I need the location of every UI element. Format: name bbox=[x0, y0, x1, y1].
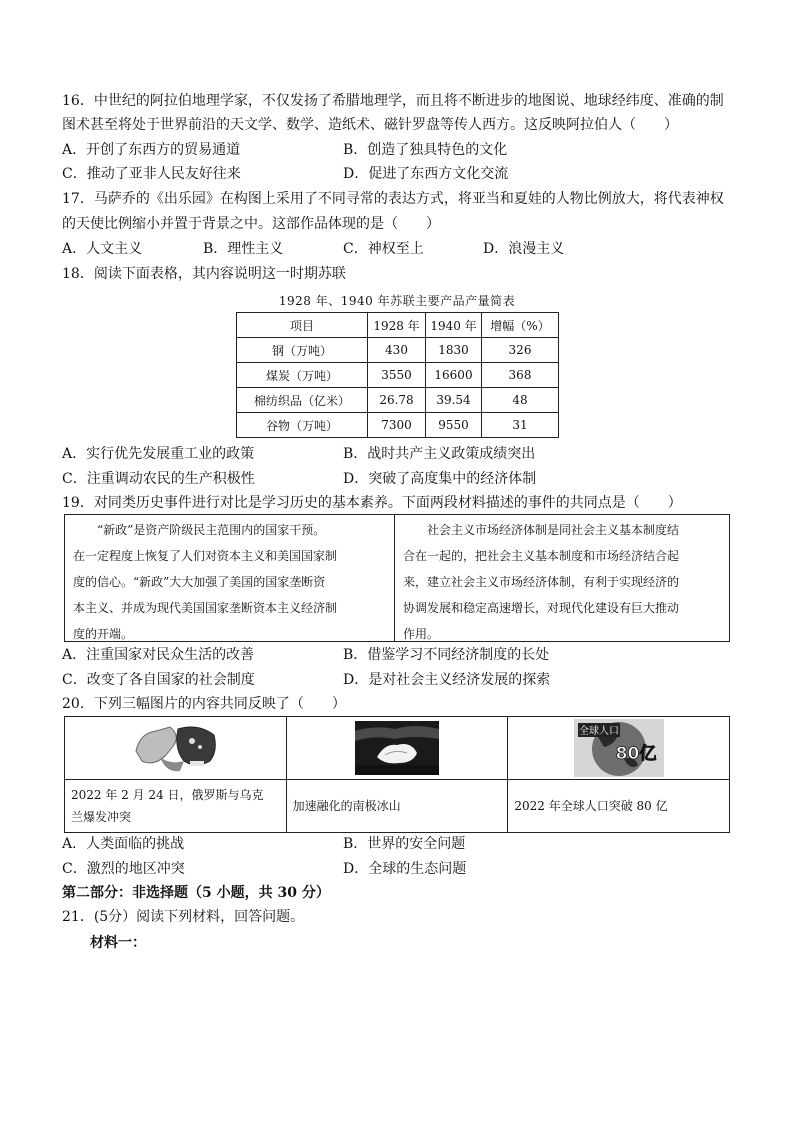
header-1940: 1940 年 bbox=[426, 313, 482, 338]
population-number-text: 80亿 bbox=[615, 744, 657, 764]
material-line: 度的开端。 bbox=[73, 627, 134, 641]
q18-production-table bbox=[236, 312, 559, 438]
table-cell: 谷物（万吨） bbox=[237, 413, 368, 438]
q18-option-a: A．实行优先发展重工业的政策 bbox=[62, 446, 255, 462]
material-line: 合在一起的，把社会主义基本制度和市场经济结合起 bbox=[403, 549, 680, 563]
q20-caption-3: 2022 年全球人口突破 80 亿 bbox=[514, 799, 668, 813]
q20-option-b: B．世界的安全问题 bbox=[343, 836, 466, 852]
q17-option-c: C．神权至上 bbox=[343, 241, 424, 257]
material-line: 在一定程度上恢复了人们对资本主义和美国国家制 bbox=[73, 549, 338, 563]
q16-stem-line1: 16．中世纪的阿拉伯地理学家，不仅发扬了希腊地理学，而且将不断进步的地图说、地球经纬度、准确的制 bbox=[62, 93, 724, 109]
material-line: “新政”是资产阶级民主范围内的国家干预。 bbox=[97, 523, 326, 537]
q16-option-b: B．创造了独具特色的文化 bbox=[343, 142, 508, 158]
material-line: 度的信心。“新政”大大加强了美国的国家垄断资 bbox=[73, 575, 326, 589]
material-line: 作用。 bbox=[403, 627, 440, 641]
table-row bbox=[237, 363, 559, 388]
table-cell: 430 bbox=[368, 338, 426, 363]
q19-material-left bbox=[65, 515, 395, 641]
q18-table-title: 1928 年、1940 年苏联主要产品产量简表 bbox=[278, 294, 516, 308]
q17-option-a: A．人文主义 bbox=[62, 241, 143, 257]
table-row bbox=[237, 388, 559, 413]
q20-stem: 20．下列三幅图片的内容共同反映了（ ） bbox=[62, 696, 346, 712]
table-cell: 326 bbox=[482, 338, 559, 363]
q19-stem: 19．对同类历史事件进行对比是学习历史的基本素养。下面两段材料描述的事件的共同点是（ ） bbox=[62, 495, 682, 511]
q20-option-d: D．全球的生态问题 bbox=[343, 861, 467, 877]
q20-column-iceberg bbox=[287, 717, 509, 832]
q19-material-box bbox=[64, 514, 730, 642]
material-line: 本主义、并成为现代美国国家垄断资本主义经济制 bbox=[73, 601, 338, 615]
table-cell: 39.54 bbox=[426, 388, 482, 413]
material-line: 来，建立社会主义市场经济体制，有利于实现经济的 bbox=[403, 575, 680, 589]
q20-option-a: A．人类面临的挑战 bbox=[62, 836, 185, 852]
q20-caption-1-line2: 兰爆发冲突 bbox=[71, 810, 132, 824]
table-row bbox=[237, 413, 559, 438]
q20-column-conflict bbox=[65, 717, 287, 832]
header-item: 项目 bbox=[237, 313, 368, 338]
header-growth: 增幅（%） bbox=[482, 313, 559, 338]
table-row bbox=[237, 338, 559, 363]
table-cell: 31 bbox=[482, 413, 559, 438]
table-cell: 9550 bbox=[426, 413, 482, 438]
q16-option-a: A．开创了东西方的贸易通道 bbox=[62, 142, 241, 158]
table-cell: 煤炭（万吨） bbox=[237, 363, 368, 388]
iceberg-picture-icon bbox=[355, 721, 439, 775]
q17-stem-line1: 17．马萨乔的《出乐园》在构图上采用了不同寻常的表达方式，将亚当和夏娃的人物比例放大，将代表神权 bbox=[62, 191, 724, 207]
population-picture-icon bbox=[574, 719, 664, 777]
table-cell: 16600 bbox=[426, 363, 482, 388]
table-cell: 26.78 bbox=[368, 388, 426, 413]
q20-picture-table bbox=[64, 716, 730, 833]
table-cell: 棉纺织品（亿米） bbox=[237, 388, 368, 413]
population-label-text: 全球人口 bbox=[578, 726, 619, 737]
table-cell: 3550 bbox=[368, 363, 426, 388]
q20-caption-1-line1: 2022 年 2 月 24 日，俄罗斯与乌克 bbox=[71, 788, 264, 802]
q19-material-right bbox=[395, 515, 729, 641]
table-cell: 钢（万吨） bbox=[237, 338, 368, 363]
q17-option-b: B．理性主义 bbox=[203, 241, 284, 257]
q19-option-a: A．注重国家对民众生活的改善 bbox=[62, 647, 255, 663]
q21-stem: 21．(5分）阅读下列材料，回答问题。 bbox=[62, 909, 305, 925]
table-cell: 1830 bbox=[426, 338, 482, 363]
q17-stem-line2: 的天使比例缩小并置于背景之中。这部作品体现的是（ ） bbox=[62, 216, 440, 232]
q18-option-b: B．战时共产主义政策成绩突出 bbox=[343, 446, 536, 462]
q20-option-c: C．激烈的地区冲突 bbox=[62, 861, 185, 877]
q18-option-c: C．注重调动农民的生产积极性 bbox=[62, 471, 255, 487]
header-1928: 1928 年 bbox=[368, 313, 426, 338]
q16-stem-line2: 图术甚至将处于世界前沿的天文学、数学、造纸术、磁针罗盘等传人西方。这反映阿拉伯人（ ） bbox=[62, 117, 678, 133]
q17-option-d: D．浪漫主义 bbox=[483, 241, 565, 257]
material-line: 协调发展和稳定高速增长，对现代化建设有巨大推动 bbox=[403, 601, 680, 615]
table-cell: 368 bbox=[482, 363, 559, 388]
table-cell: 48 bbox=[482, 388, 559, 413]
q21-material-label: 材料一： bbox=[90, 935, 146, 951]
q16-option-c: C．推动了亚非人民友好往来 bbox=[62, 166, 241, 182]
q20-caption-2: 加速融化的南极冰山 bbox=[292, 799, 401, 813]
material-line: 社会主义市场经济体制是同社会主义基本制度结 bbox=[427, 523, 680, 537]
q19-option-c: C．改变了各自国家的社会制度 bbox=[62, 672, 255, 688]
q16-option-d: D．促进了东西方文化交流 bbox=[343, 166, 509, 182]
table-header-row bbox=[237, 313, 559, 338]
q19-option-d: D．是对社会主义经济发展的探索 bbox=[343, 672, 551, 688]
q19-option-b: B．借鉴学习不同经济制度的长处 bbox=[343, 647, 550, 663]
table-cell: 7300 bbox=[368, 413, 426, 438]
q20-column-population bbox=[508, 717, 729, 832]
map-picture-icon bbox=[130, 721, 220, 775]
part2-heading: 第二部分：非选择题（5 小题，共 30 分） bbox=[62, 885, 330, 901]
q18-option-d: D．突破了高度集中的经济体制 bbox=[343, 471, 537, 487]
q18-stem: 18．阅读下面表格，其内容说明这一时期苏联 bbox=[62, 266, 346, 282]
